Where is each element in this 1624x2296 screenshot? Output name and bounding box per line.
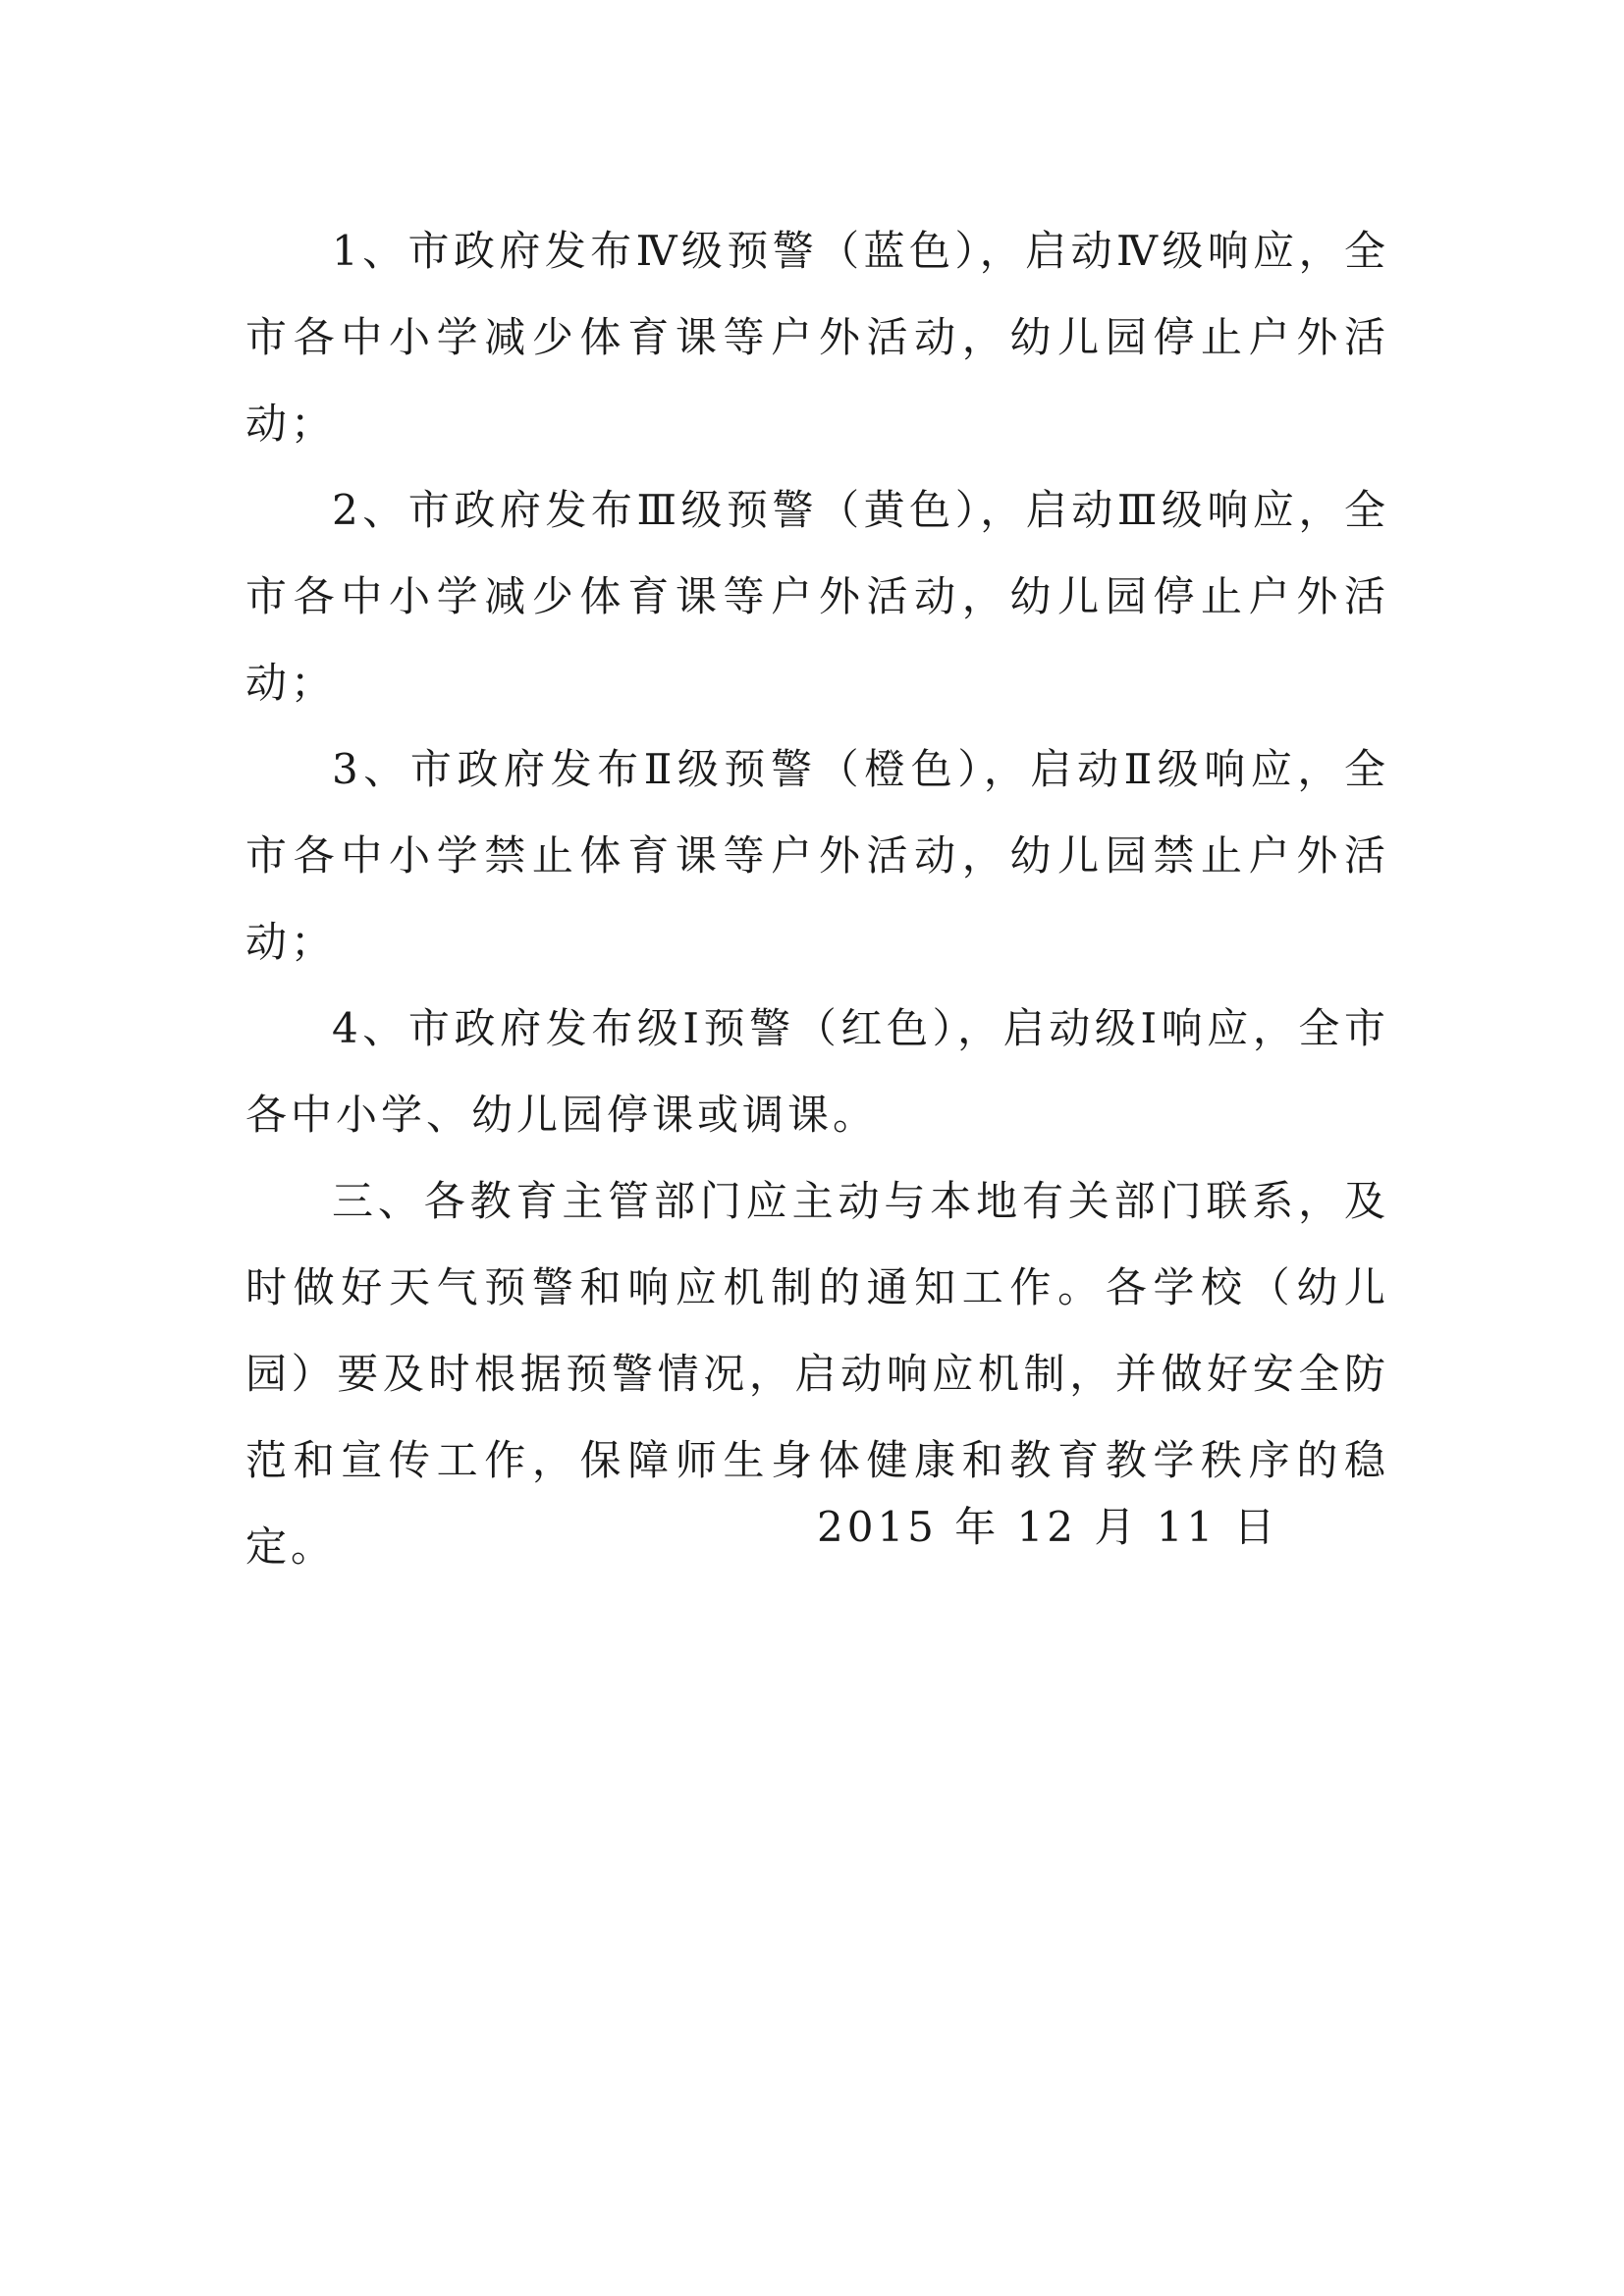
paragraph-level-3-warning: 2、市政府发布Ⅲ级预警（黄色），启动Ⅲ级响应，全市各中小学减少体育课等户外活动，幼儿园停止户外活动； [245, 486, 1389, 707]
paragraph-section-three: 三、各教育主管部门应主动与本地有关部门联系，及时做好天气预警和响应机制的通知工作。各学校（幼儿园）要及时根据预警情况，启动响应机制，并做好安全防范和宣传工作，保障师生身体健康和教育教学秩序的稳定。 [245, 1177, 1389, 1571]
paragraph-level-1-warning: 4、市政府发布级Ⅰ预警（红色），启动级Ⅰ响应，全市各中小学、幼儿园停课或调课。 [245, 1004, 1389, 1139]
document-body [245, 208, 1389, 1590]
document-date: 2015 年 12 月 11 日 [817, 1503, 1279, 1551]
paragraph-level-2-warning: 3、市政府发布Ⅱ级预警（橙色），启动Ⅱ级响应，全市各中小学禁止体育课等户外活动，幼儿园禁止户外活动； [245, 745, 1389, 966]
paragraph-level-4-warning: 1、市政府发布Ⅳ级预警（蓝色），启动Ⅳ级响应，全市各中小学减少体育课等户外活动，幼儿园停止户外活动； [245, 227, 1389, 448]
